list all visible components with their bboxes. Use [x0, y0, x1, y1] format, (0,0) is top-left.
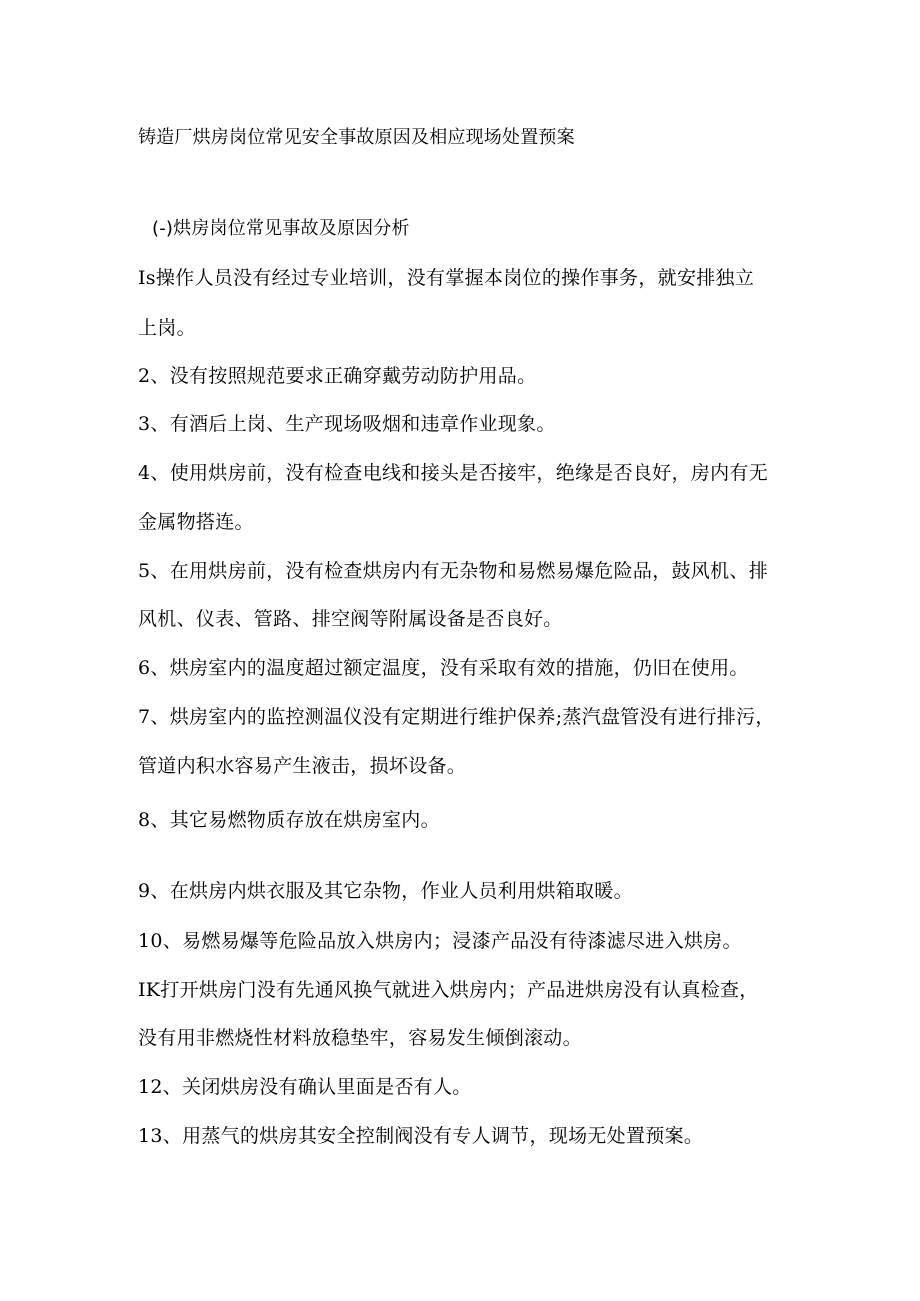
- body-line: 9、在烘房内烘衣服及其它杂物，作业人员利用烘箱取暖。: [138, 880, 633, 902]
- body-line: 7、烘房室内的监控测温仪没有定期进行维护保养;蒸汽盘管没有进行排污，: [138, 706, 775, 728]
- body-line: 12、关闭烘房没有确认里面是否有人。: [138, 1076, 472, 1098]
- body-line: 13、用蒸气的烘房其安全控制阀没有专人调节，现场无处置预案。: [138, 1125, 704, 1147]
- body-line: 上岗。: [138, 317, 196, 339]
- body-line: 6、烘房室内的温度超过额定温度，没有采取有效的措施，仍旧在使用。: [138, 657, 749, 679]
- body-line: 8、其它易燃物质存放在烘房室内。: [138, 809, 440, 831]
- body-line: IK打开烘房门没有先通风换气就进入烘房内；产品进烘房没有认真检查，: [138, 979, 759, 1001]
- body-line: 10、易燃易爆等危险品放入烘房内；浸漆产品没有待漆滤尽进入烘房。: [138, 930, 742, 952]
- body-line: 4、使用烘房前，没有检查电线和接头是否接牢，绝缘是否良好，房内有无: [138, 462, 768, 484]
- body-line: 风机、仪表、管路、排空阀等附属设备是否良好。: [138, 608, 563, 630]
- section-heading: (-)烘房岗位常见事故及原因分析: [152, 218, 410, 239]
- body-line: 2、没有按照规范要求正确穿戴劳动防护用品。: [138, 365, 537, 387]
- body-line: Is操作人员没有经过专业培训，没有掌握本岗位的操作事务，就安排独立: [138, 267, 755, 289]
- body-line: 没有用非燃烧性材料放稳垫牢，容易发生倾倒滚动。: [138, 1027, 582, 1049]
- body-line: 5、在用烘房前，没有检查烘房内有无杂物和易燃易爆危险品，鼓风机、排: [138, 560, 768, 582]
- body-line: 管道内积水容易产生液击，损坏设备。: [138, 755, 467, 777]
- body-line: 3、有酒后上岗、生产现场吸烟和违章作业现象。: [138, 413, 556, 435]
- document-title: 铸造厂烘房岗位常见安全事故原因及相应现场处置预案: [138, 127, 575, 148]
- body-line: 金属物搭连。: [138, 511, 254, 533]
